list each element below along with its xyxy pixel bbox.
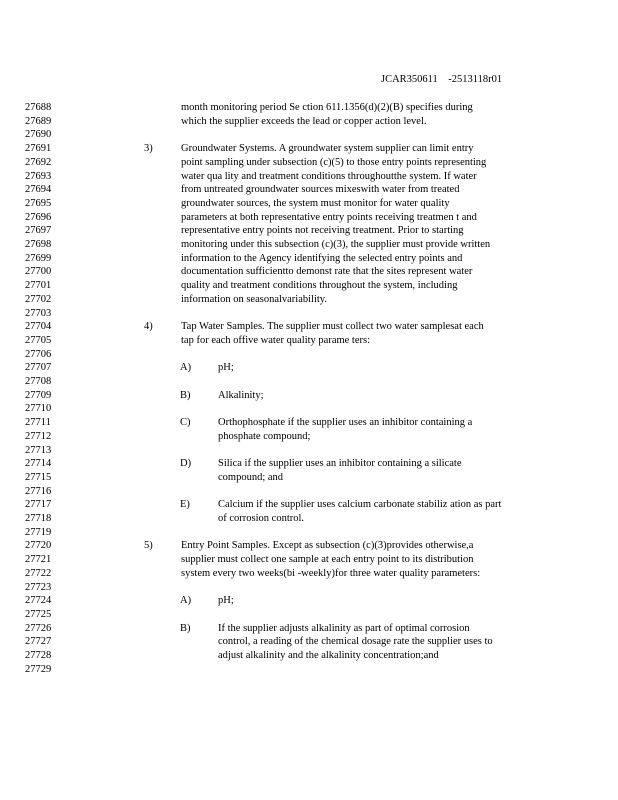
line-number: 27694 — [25, 184, 52, 196]
text-line: Calcium if the supplier uses calcium carbonate stabiliz ation as part — [218, 499, 502, 511]
line-number: 27688 — [25, 102, 52, 113]
line-number: 27725 — [25, 608, 52, 620]
line-number: 27713 — [25, 444, 52, 456]
line-number: 27705 — [25, 334, 52, 346]
text-line: Tap Water Samples. The supplier must collect two water samplesat each — [181, 321, 484, 333]
list-item-number: 5) — [144, 540, 153, 552]
text-line: Alkalinity; — [218, 389, 264, 401]
list-item-number: B) — [180, 622, 191, 634]
line-number: 27717 — [25, 499, 52, 511]
text-line: which the supplier exceeds the lead or copper action level. — [181, 115, 427, 127]
document-header: JCAR350611 -2513118r01 — [381, 74, 503, 85]
line-number: 27707 — [25, 362, 52, 374]
line-number: 27716 — [25, 485, 52, 497]
line-number: 27718 — [25, 513, 52, 524]
line-number: 27724 — [25, 595, 52, 607]
text-line: pH; — [218, 595, 234, 607]
line-number: 27698 — [25, 239, 52, 250]
text-line: information on seasonalvariability. — [181, 293, 327, 305]
line-number: 27702 — [25, 293, 52, 305]
line-number: 27699 — [25, 252, 52, 264]
list-item-number: D) — [180, 458, 192, 470]
line-number: 27704 — [25, 321, 52, 333]
text-line: tap for each offive water quality parame ters: — [181, 334, 371, 346]
line-number: 27710 — [25, 403, 52, 415]
line-number: 27701 — [25, 280, 52, 292]
text-line: information to the Agency identifying the selected entry points and — [181, 252, 463, 264]
text-line: system every two weeks(bi -weekly)for three water quality parameters: — [181, 567, 481, 579]
text-line: Orthophosphate if the supplier uses an inhibitor containing a — [218, 417, 473, 429]
line-number: 27729 — [25, 663, 52, 675]
text-line: point sampling under subsection (c)(5) to those entry points representing — [181, 156, 487, 168]
line-number: 27715 — [25, 471, 52, 483]
text-line: Silica if the supplier uses an inhibitor containing a silicate — [218, 458, 462, 470]
line-number: 27706 — [25, 348, 52, 360]
line-number: 27719 — [25, 526, 52, 538]
line-number: 27708 — [25, 376, 52, 387]
text-line: of corrosion control. — [218, 513, 305, 524]
line-number: 27695 — [25, 197, 52, 209]
line-number: 27723 — [25, 581, 52, 593]
line-number: 27726 — [25, 622, 52, 634]
text-line: Entry Point Samples. Except as subsection (c)(3)provides otherwise,a — [181, 540, 474, 552]
text-line: representative entry points not receiving treatment. Prior to starting — [181, 225, 464, 237]
text-line: If the supplier adjusts alkalinity as part of optimal corrosion — [218, 622, 470, 634]
line-number: 27720 — [25, 540, 52, 552]
list-item-number: A) — [180, 362, 192, 374]
line-number: 27711 — [25, 417, 51, 429]
line-number: 27700 — [25, 266, 52, 278]
list-item-number: 3) — [144, 143, 153, 155]
text-line: documentation sufficientto demonst rate that the sites represent water — [181, 266, 473, 278]
line-number: 27697 — [25, 225, 52, 237]
text-line: water qua lity and treatment conditions throughoutthe system. If water — [181, 170, 477, 182]
text-line: monitoring under this subsection (c)(3), the supplier must provide written — [181, 239, 491, 250]
line-number: 27728 — [25, 650, 52, 661]
list-item-number: C) — [180, 417, 191, 429]
list-item-number: A) — [180, 595, 192, 607]
text-line: quality and treatment conditions throughout the system, including — [181, 280, 458, 292]
line-number: 27703 — [25, 307, 52, 319]
line-number: 27714 — [25, 458, 52, 470]
text-line: phosphate compound; — [218, 430, 311, 442]
line-number: 27692 — [25, 156, 52, 168]
line-number: 27709 — [25, 389, 52, 401]
text-line: compound; and — [218, 471, 284, 483]
text-line: groundwater sources, the system must monitor for water quality — [181, 197, 450, 209]
line-number: 27721 — [25, 554, 52, 566]
text-line: pH; — [218, 362, 234, 374]
line-number: 27691 — [25, 143, 52, 155]
line-number: 27693 — [25, 170, 52, 182]
line-number: 27696 — [25, 211, 52, 223]
line-number: 27690 — [25, 129, 52, 141]
list-item-number: E) — [180, 499, 190, 511]
text-line: from untreated groundwater sources mixeswith water from treated — [181, 184, 460, 196]
text-line: parameters at both representative entry points receiving treatmen t and — [181, 211, 477, 223]
text-line: month monitoring period Se ction 611.1356(d)(2)(B) specifies during — [181, 102, 473, 113]
text-line: supplier must collect one sample at each entry point to its distribution — [181, 554, 474, 566]
line-number: 27727 — [25, 636, 52, 648]
line-number: 27689 — [25, 115, 52, 127]
text-line: adjust alkalinity and the alkalinity concentration;and — [218, 650, 439, 661]
line-number: 27722 — [25, 567, 52, 579]
list-item-number: B) — [180, 389, 191, 401]
text-line: Groundwater Systems. A groundwater system supplier can limit entry — [181, 143, 474, 155]
line-number: 27712 — [25, 430, 52, 442]
list-item-number: 4) — [144, 321, 153, 333]
text-line: control, a reading of the chemical dosage rate the supplier uses to — [218, 636, 493, 648]
